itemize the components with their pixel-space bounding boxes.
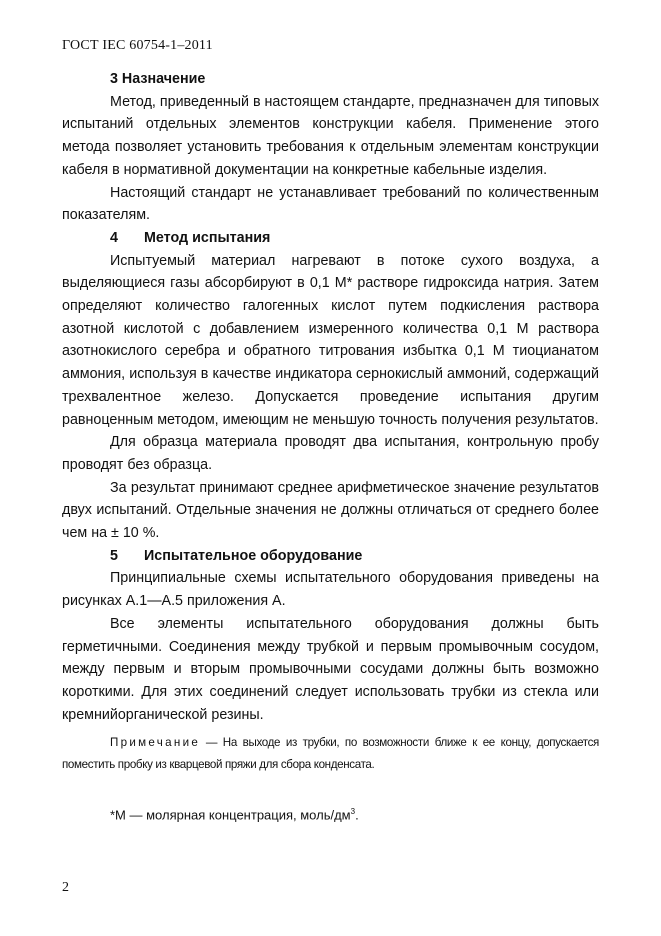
footnote — [110, 807, 359, 822]
footnote-superscript: 3 — [350, 807, 356, 816]
document-header: ГОСТ IEC 60754-1–2011 — [62, 38, 213, 53]
note-label: Примечание — [110, 736, 201, 750]
section-3-paragraph-1: Метод, приведенный в настоящем стандарте, предназначен для типовых испытаний отдельных элементов конструкции кабеля. Применение этого метода позволяет установить требования к отдельным элементам конструкции кабеля в нормативной документации на конкретные кабельные изделия. — [62, 93, 599, 178]
section-4-paragraph-1: Испытуемый материал нагревают в потоке сухого воздуха, а выделяющиеся газы абсорбируют в 0,1 М* растворе гидроксида натрия. Затем определяют количество галогенных кислот путем подкисления раствора азотной кислотой с добавлением измеренного количества 0,1 М раствора азотнокислого серебра и обратного титрования избытка 0,1 М тиоцианатом аммония, используя в качестве индикатора сернокислый аммоний, содержащий трехвалентное железо. Допускается проведение испытания другим равноценным методом, имеющим не меньшую точность получения результатов. — [62, 252, 599, 428]
section-5-title: Испытательное оборудование — [144, 547, 363, 564]
footnote-end: . — [355, 807, 359, 823]
section-3-paragraph-2: Настоящий стандарт не устанавливает требований по количественным показателям. — [62, 184, 599, 224]
page-body — [62, 68, 599, 776]
section-4-title: Метод испытания — [144, 229, 271, 246]
section-3-heading: 3 Назначение — [110, 71, 206, 87]
section-5-heading — [110, 545, 599, 568]
section-4-paragraph-3: За результат принимают среднее арифметическое значение результатов двух испытаний. Отдельные значения не должны отличаться от среднего более чем на ± 10 %. — [62, 479, 599, 542]
section-5-paragraph-1: Принципиальные схемы испытательного оборудования приведены на рисунках А.1—А.5 приложения А. — [62, 570, 599, 610]
section-5-number: 5 — [110, 547, 118, 564]
page-number: 2 — [62, 880, 69, 895]
section-4-number: 4 — [110, 229, 118, 246]
section-5-paragraph-2: Все элементы испытательного оборудования должны быть герметичными. Соединения между трубкой и первым промывочным сосудом, между первым и вторым промывочными сосудами должны быть возможно короткими. Для этих соединений следует использовать трубки из стекла или кремнийорганической резины. — [62, 615, 599, 723]
section-4-heading — [110, 227, 599, 250]
note-text: — На выходе из трубки, по возможности ближе к ее концу, допускается поместить пробку из кварцевой пряжи для сбора конденсата. — [62, 736, 599, 772]
section-4-paragraph-2: Для образца материала проводят два испытания, контрольную пробу проводят без образца. — [62, 434, 599, 473]
note — [62, 732, 599, 776]
footnote-text: *М — молярная концентрация, моль/дм — [110, 807, 351, 823]
